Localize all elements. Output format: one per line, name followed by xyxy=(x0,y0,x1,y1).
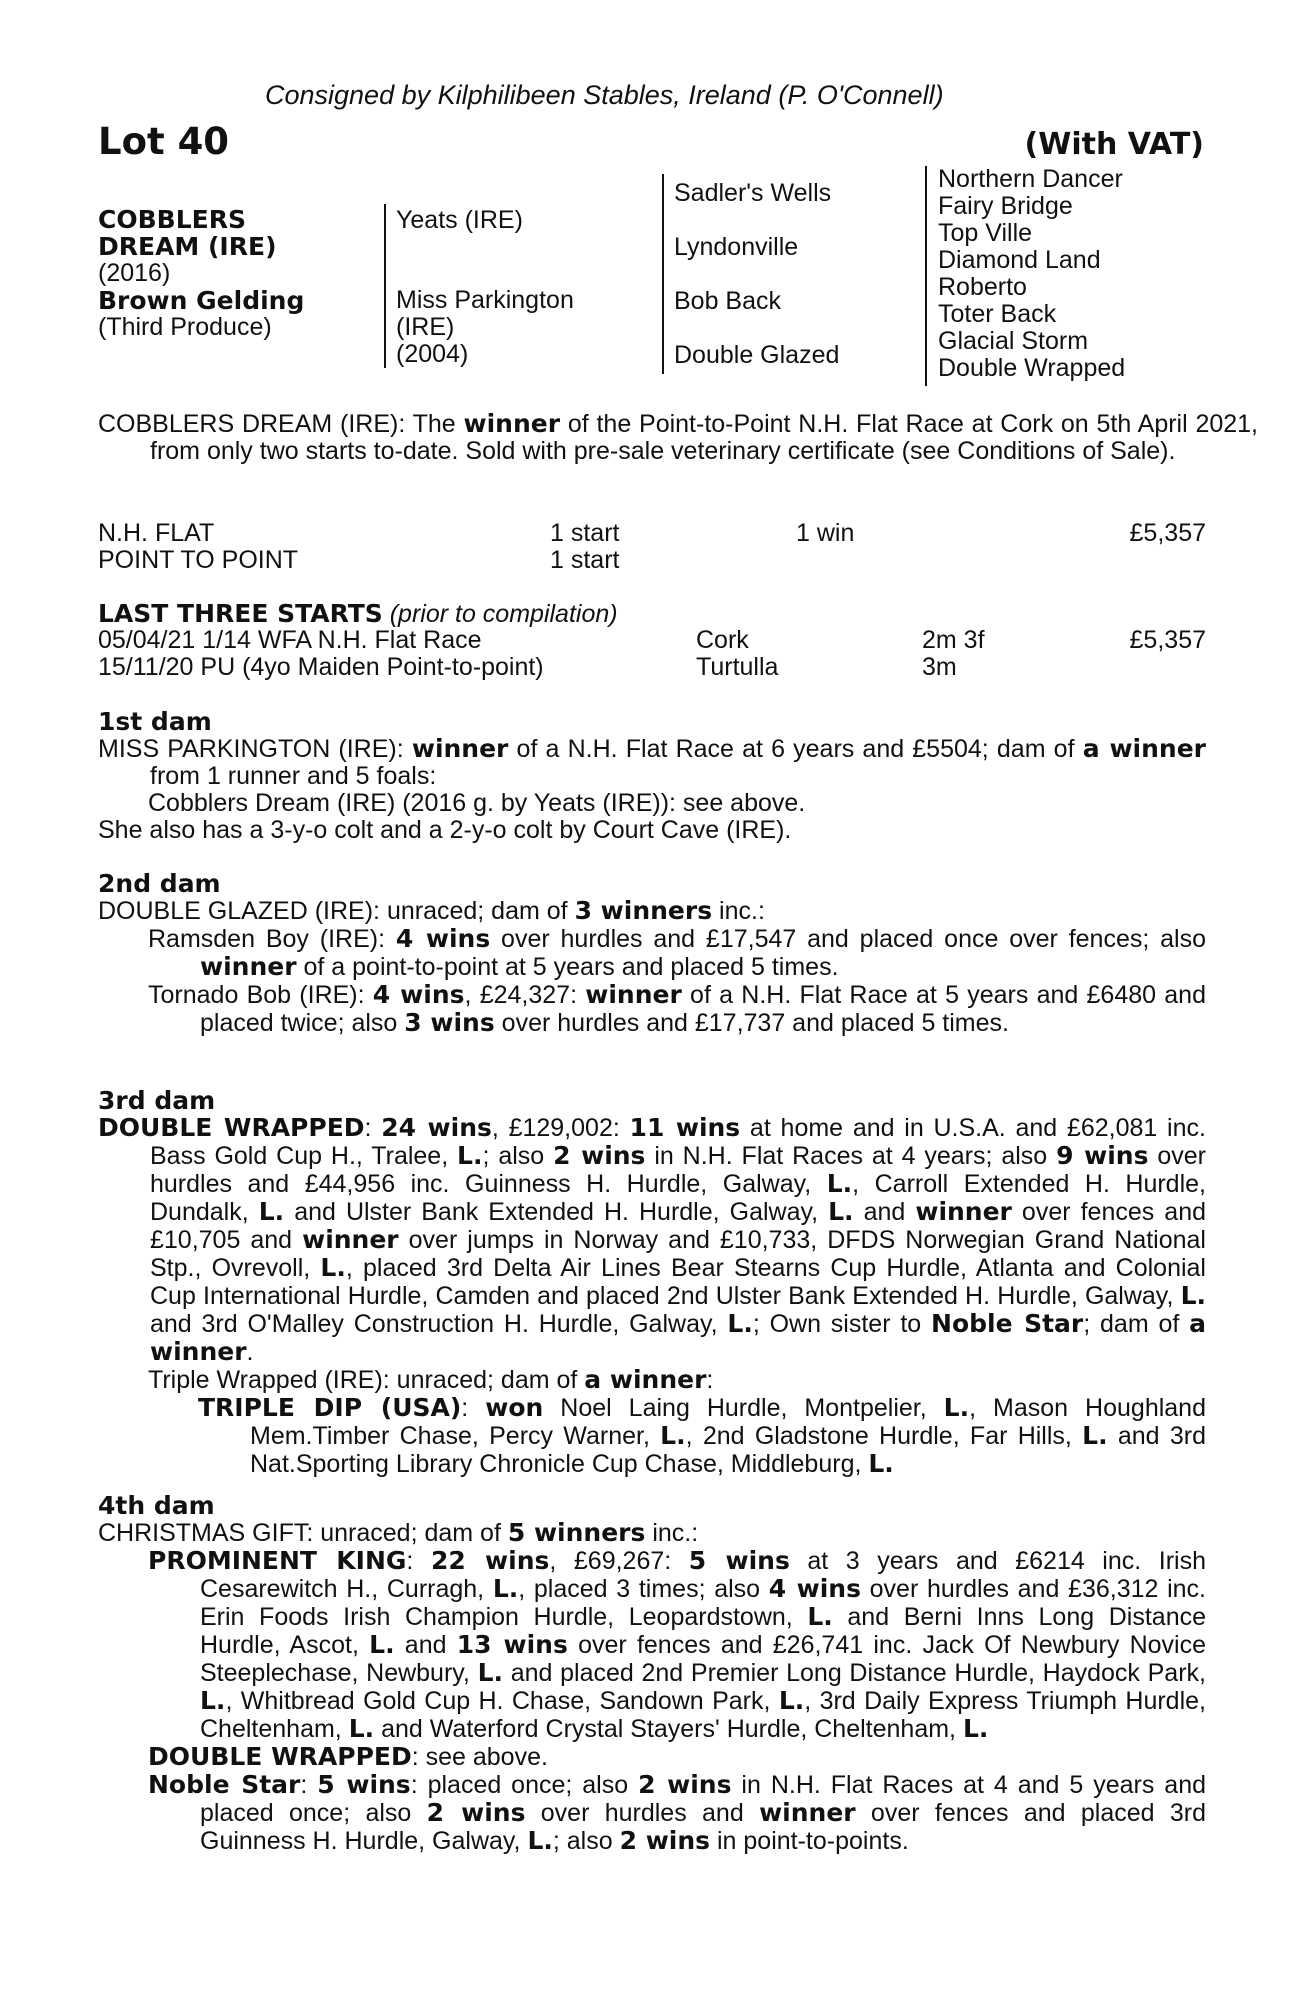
dam1-section xyxy=(98,708,1206,844)
pedigree-divider-3 xyxy=(925,166,927,386)
dam2-heading: 2nd dam xyxy=(98,869,221,898)
last-starts-heading: LAST THREE STARTS (prior to compilation) xyxy=(98,599,618,628)
dam2-paragraph: DOUBLE GLAZED (IRE): unraced; dam of 3 winners inc.: xyxy=(98,896,765,925)
pedigree-dam xyxy=(396,287,574,368)
record-type: N.H. FLAT xyxy=(98,519,215,547)
horse-name-line1: COBBLERS xyxy=(98,205,246,234)
pedigree-dam-line2: (IRE) xyxy=(396,313,455,341)
horse-sex: Brown Gelding xyxy=(98,286,305,315)
start-prize: £5,357 xyxy=(1129,626,1206,654)
dam3-heading: 3rd dam xyxy=(98,1086,216,1115)
summary-paragraph: COBBLERS DREAM (IRE): The winner of the Point-to-Point N.H. Flat Race at Cork on 5th April 2021, from only two starts to-date. Sold with pre-sale veterinary certificate (see Conditions of Sale). xyxy=(98,409,1259,465)
dam1-heading: 1st dam xyxy=(98,707,212,736)
dam2-produce-2: Tornado Bob (IRE): 4 wins, £24,327: winner of a N.H. Flat Race at 5 years and £6480 and placed twice; also 3 wins over hurdles and £17,737 and placed 5 times. xyxy=(148,980,1206,1037)
pedigree-granddam-1: Lyndonville xyxy=(674,233,799,261)
dam3-section xyxy=(98,1087,1206,1478)
pedigree-gg-3: Top Ville xyxy=(938,219,1033,247)
pedigree-gg-8: Double Wrapped xyxy=(938,354,1126,382)
pedigree-gg-4: Diamond Land xyxy=(938,246,1101,274)
pedigree-sire: Yeats (IRE) xyxy=(396,206,523,234)
dam1-paragraph: MISS PARKINGTON (IRE): winner of a N.H. Flat Race at 6 years and £5504; dam of a winner from 1 runner and 5 foals: xyxy=(98,734,1207,790)
start-distance: 2m 3f xyxy=(922,626,985,654)
dam3-produce-1: Triple Wrapped (IRE): unraced; dam of a winner: xyxy=(148,1365,714,1394)
pedigree-great-grandparents xyxy=(938,166,1125,382)
pedigree-gg-7: Glacial Storm xyxy=(938,327,1089,355)
pedigree-grandsire-1: Sadler's Wells xyxy=(674,179,832,207)
pedigree-gg-6: Toter Back xyxy=(938,300,1057,328)
horse-year: (2016) xyxy=(98,259,171,287)
dam4-produce-2: DOUBLE WRAPPED: see above. xyxy=(148,1742,548,1771)
pedigree-grandsire-2: Bob Back xyxy=(674,287,782,315)
dam4-heading: 4th dam xyxy=(98,1491,215,1520)
pedigree-dam-line1: Miss Parkington xyxy=(396,286,574,314)
start-venue: Cork xyxy=(696,626,749,654)
start-race: 15/11/20 PU (4yo Maiden Point-to-point) xyxy=(98,653,544,681)
record-starts: 1 start xyxy=(550,519,620,547)
lot-number: Lot 40 xyxy=(98,120,230,163)
pedigree-gg-2: Fairy Bridge xyxy=(938,192,1073,220)
pedigree-gg-5: Roberto xyxy=(938,273,1027,301)
start-race: 05/04/21 1/14 WFA N.H. Flat Race xyxy=(98,626,482,654)
record-wins: 1 win xyxy=(796,519,855,547)
pedigree-granddam-2: Double Glazed xyxy=(674,341,840,369)
dam3-produce-2: TRIPLE DIP (USA): won Noel Laing Hurdle, Montpelier, L., Mason Houghland Mem.Timber Chase, Percy Warner, L., 2nd Gladstone Hurdle, Far Hills, L. and 3rd Nat.Sporting Library Chronicle Cup Chase, Middleburg, L. xyxy=(198,1393,1206,1478)
pedigree-divider-1 xyxy=(384,204,386,368)
pedigree-dam-line3: (2004) xyxy=(396,340,469,368)
record-starts: 1 start xyxy=(550,546,620,574)
pedigree-divider-2 xyxy=(662,174,664,374)
dam1-note: She also has a 3-y-o colt and a 2-y-o colt by Court Cave (IRE). xyxy=(98,816,792,844)
record-type: POINT TO POINT xyxy=(98,546,299,574)
horse-name-line2: DREAM (IRE) xyxy=(98,232,277,261)
start-venue: Turtulla xyxy=(696,653,779,681)
dam4-produce-1: PROMINENT KING: 22 wins, £69,267: 5 wins at 3 years and £6214 inc. Irish Cesarewitch H., Curragh, L., placed 3 times; also 4 wins over hurdles and £36,312 inc. Erin Foods Irish Champion Hurdle, Leopardstown, L. and Berni Inns Long Distance Hurdle, Ascot, L. and 13 wins over fences and £26,741 inc. Jack Of Newbury Novice Steeplechase, Newbury, L. and placed 2nd Premier Long Distance Hurdle, Haydock Park, L., Whitbread Gold Cup H. Chase, Sandown Park, L., 3rd Daily Express Triumph Hurdle, Cheltenham, L. and Waterford Crystal Stayers' Hurdle, Cheltenham, L. xyxy=(148,1546,1207,1743)
dam2-produce-1: Ramsden Boy (IRE): 4 wins over hurdles and £17,547 and placed once over fences; also winner of a point-to-point at 5 years and placed 5 times. xyxy=(148,924,1207,981)
dam4-paragraph: CHRISTMAS GIFT: unraced; dam of 5 winners inc.: xyxy=(98,1518,699,1547)
horse-details xyxy=(98,206,304,341)
consignor-line: Consigned by Kilphilibeen Stables, Ireland (P. O'Connell) xyxy=(265,80,944,110)
dam1-produce: Cobblers Dream (IRE) (2016 g. by Yeats (IRE)): see above. xyxy=(148,789,806,817)
start-distance: 3m xyxy=(922,653,957,681)
record-prize: £5,357 xyxy=(1129,519,1206,547)
dam3-paragraph: DOUBLE WRAPPED: 24 wins, £129,002: 11 wins at home and in U.S.A. and £62,081 inc. Bass Gold Cup H., Tralee, L.; also 2 wins in N.H. Flat Races at 4 years; also 9 wins over hurdles and £44,956 inc. Guinness H. Hurdle, Galway, L., Carroll Extended H. Hurdle, Dundalk, L. and Ulster Bank Extended H. Hurdle, Galway, L. and winner over fences and £10,705 and winner over jumps in Norway and £10,733, DFDS Norwegian Grand National Stp., Ovrevoll, L., placed 3rd Delta Air Lines Bear Stearns Cup Hurdle, Atlanta and Colonial Cup International Hurdle, Camden and placed 2nd Ulster Bank Extended H. Hurdle, Galway, L. and 3rd O'Malley Construction H. Hurdle, Galway, L.; Own sister to Noble Star; dam of a winner. xyxy=(98,1113,1207,1366)
horse-produce: (Third Produce) xyxy=(98,313,272,341)
pedigree-gg-1: Northern Dancer xyxy=(938,165,1123,193)
dam4-produce-3: Noble Star: 5 wins: placed once; also 2 wins in N.H. Flat Races at 4 and 5 years and placed once; also 2 wins over hurdles and winner over fences and placed 3rd Guinness H. Hurdle, Galway, L.; also 2 wins in point-to-points. xyxy=(148,1770,1207,1855)
vat-label: (With VAT) xyxy=(1024,127,1204,162)
dam4-section xyxy=(98,1492,1206,1855)
dam2-section xyxy=(98,870,1206,1037)
